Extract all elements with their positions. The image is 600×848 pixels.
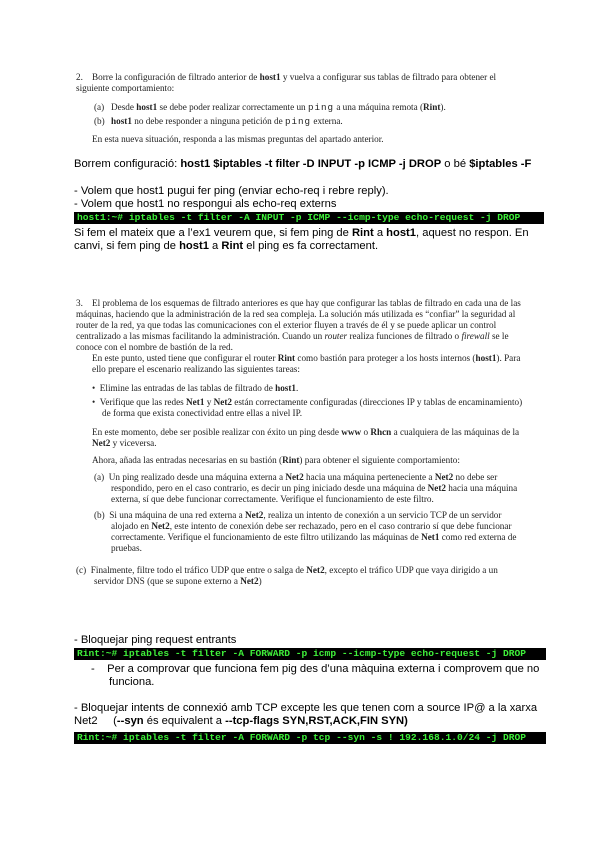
exercise-number: 3. [76,298,83,308]
answer-2-delete-config: Borrem configuració: host1 $iptables -t filter -D INPUT -p ICMP -j DROP o bé $iptables -F [74,158,532,170]
exercise-3-p2: En este punto, usted tiene que configurar el router Rint como bastión para proteger a los hosts internos (host1). Para ello prepare el escenario realizando las siguientes tareas: [92,353,521,374]
exercise-3 [76,298,528,587]
exercise-2-closing: En esta nueva situación, responda a las mismas preguntas del apartado anterior. [92,134,384,144]
exercise-2-intro-text: Borre la configuración de filtrado anterior de host1 y vuelva a configurar sus tablas de filtrado para obtener el siguiente comportamiento: [76,72,497,93]
terminal-command-rint-tcp: Rint:~# iptables -t filter -A FORWARD -p tcp --syn -s ! 192.168.1.0/24 -j DROP [74,732,546,744]
exercise-3-item-a: (a) Un ping realizado desde una máquina externa a Net2 hacia una máquina perteneciente a Net2 no debe ser respondido, pero en el caso contrario, es decir un ping iniciado desde una máquina de Net2 hacia una máquina externa, sí que debe funcionar correctamente. Verifique el funcionamiento de este filtro. [94,472,518,504]
exercise-3-p3: En este momento, debe ser posible realizar con éxito un ping desde www o Rhcn a cualquiera de las máquinas de la Net2 y viceversa. [92,427,520,448]
terminal-command-host1: host1:~# iptables -t filter -A INPUT -p ICMP --icmp-type echo-request -j DROP [74,212,544,224]
answer-2-point-1: - Volem que host1 pugui fer ping (enviar echo-req i rebre reply). [74,184,389,197]
exercise-3-p1: 3. El problema de los esquemas de filtrado anteriores es que hay que configurar las tablas de filtrado en cada una de las máquinas, haciendo que la administración de la red sea compleja. La solución más utilizada es “confiar” la seguridad al router de la red, ya que todas las comunicaciones con el exterior fluyen a través de él y se puede aplicar un control centralizado a las mismas facilitando la administración. Cuando un router realiza funciones de filtrado o firewall se le conoce con el nombre de bastión de la red. [76,298,521,352]
answer-3 [74,634,546,744]
exercise-3-bullet-2: • Verifique que las redes Net1 y Net2 están correctamente configuradas (direcciones IP y tablas de encaminamiento) de forma que exista conectividad entre ellas a nivel IP. [92,397,523,418]
exercise-2-item-a: (a) Desde host1 se debe poder realizar correctamente un ping a una máquina remota (Rint). [94,102,446,113]
answer-3-block-tcp: - Bloquejar intents de connexió amb TCP excepte les que tenen com a source IP@ a la xarxa Net2 (--syn és equivalent a --tcp-flags SYN,RST,ACK,FIN SYN) [74,701,538,727]
exercise-3-p4: Ahora, añada las entradas necesarias en su bastión (Rint) para obtener el siguiente comportamiento: [92,455,460,465]
exercise-3-bullet-1: • Elimine las entradas de las tablas de filtrado de host1. [92,383,299,393]
answer-3-block-ping: - Bloquejar ping request entrants [74,634,237,646]
exercise-3-item-c: (c) Finalmente, filtre todo el tráfico UDP que entre o salga de Net2, excepto el tráfico UDP que vaya dirigido a un servidor DNS (que se supone externo a Net2) [76,565,498,586]
answer-3-verify-note: - Per a comprovar que funciona fem pig des d’una màquina externa i comprovem que no funciona. [91,662,540,688]
terminal-command-rint-icmp: Rint:~# iptables -t filter -A FORWARD -p icmp --icmp-type echo-request -j DROP [74,648,546,660]
exercise-2-intro [76,72,531,94]
exercise-number: 2. [76,72,83,82]
exercise-3-item-b: (b) Si una máquina de una red externa a Net2, realiza un intento de conexión a un servicio TCP de un servidor alojado en Net2, este intento de conexión debe ser rechazado, pero en el caso contrario sí que debe funcionar correctamente. Verifique el funcionamiento de este filtro utilizando las máquinas de Net1 como red externa de pruebas. [94,510,517,553]
answer-2-conclusion: Si fem el mateix que a l’ex1 veurem que, si fem ping de Rint a host1, aquest no respon. En canvi, si fem ping de host1 a Rint el ping es fa correctament. [74,226,529,252]
answer-2 [74,158,544,254]
answer-2-point-2: - Volem que host1 no respongui als echo-req externs [74,198,337,210]
exercise-2 [76,72,531,145]
exercise-2-item-b: (b) host1 no debe responder a ninguna petición de ping externa. [94,116,343,127]
